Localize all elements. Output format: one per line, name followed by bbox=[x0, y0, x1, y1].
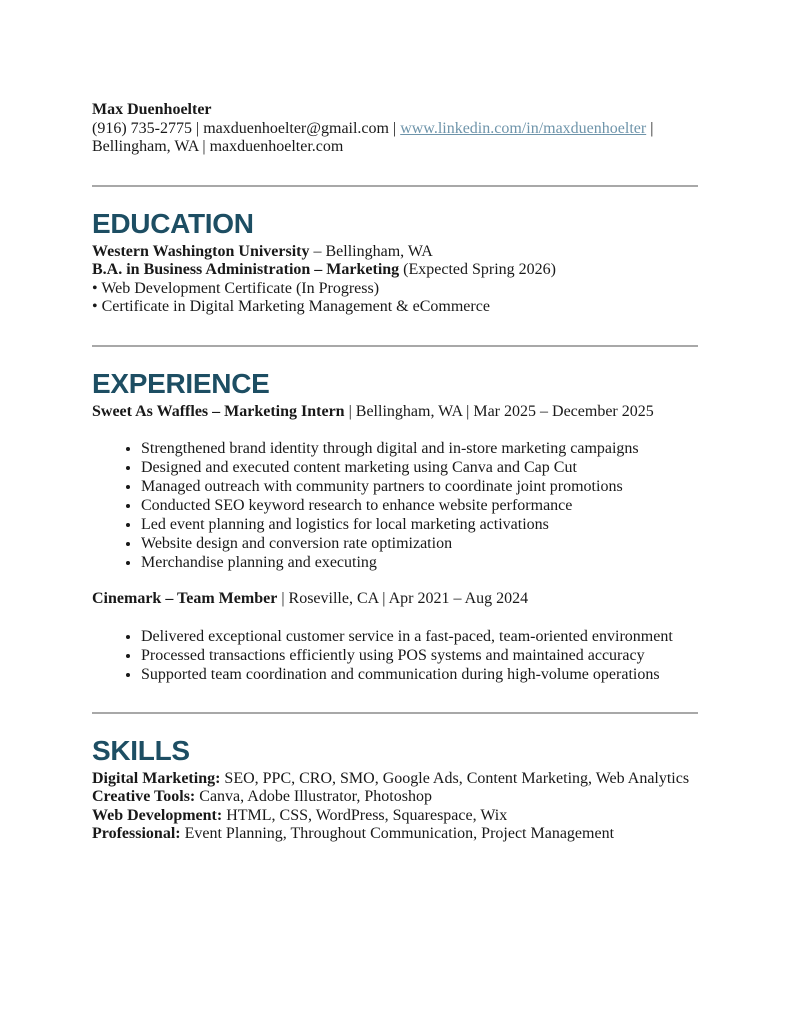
contact-line1-suffix: | bbox=[646, 119, 654, 137]
education-heading: EDUCATION bbox=[92, 207, 254, 239]
skills-category-label: Web Development: bbox=[92, 806, 223, 824]
job-bullet: • Conducted SEO keyword research to enhance website performance bbox=[141, 496, 698, 515]
linkedin-link[interactable]: www.linkedin.com/in/maxduenhoelter bbox=[400, 119, 647, 137]
education-bullet-list bbox=[92, 280, 698, 317]
skills-category-values: HTML, CSS, WordPress, Squarespace, Wix bbox=[222, 806, 508, 824]
skills-category-values: SEO, PPC, CRO, SMO, Google Ads, Content Marketing, Web Analytics bbox=[220, 769, 690, 787]
job-bullet: • Designed and executed content marketing using Canva and Cap Cut bbox=[141, 458, 698, 477]
skills-row bbox=[92, 788, 698, 807]
job-bullet: • Led event planning and logistics for local marketing activations bbox=[141, 515, 698, 534]
education-bullet: • Web Development Certificate (In Progress) bbox=[92, 280, 698, 299]
skills-category-label: Digital Marketing: bbox=[92, 769, 221, 787]
skills-row bbox=[92, 770, 698, 789]
job-bullet: • Delivered exceptional customer service in a fast-paced, team-oriented environment bbox=[141, 627, 698, 646]
section-divider-2 bbox=[92, 345, 698, 347]
job-company-role: Sweet As Waffles – Marketing Intern bbox=[92, 402, 345, 420]
school-location: – Bellingham, WA bbox=[309, 242, 433, 260]
skills-heading: SKILLS bbox=[92, 734, 190, 766]
skills-category-label: Professional: bbox=[92, 825, 181, 842]
skills-list bbox=[92, 770, 698, 844]
job-bullet: • Strengthened brand identity through digital and in-store marketing campaigns bbox=[141, 439, 698, 458]
job-bullet-list bbox=[92, 439, 698, 572]
school-name: Western Washington University bbox=[92, 242, 310, 260]
job-bullet: • Supported team coordination and communication during high-volume operations bbox=[141, 665, 698, 684]
candidate-name: Max Duenhoelter bbox=[92, 101, 212, 118]
job-title-line bbox=[92, 590, 698, 609]
job-location-dates: | Bellingham, WA | Mar 2025 – December 2025 bbox=[344, 402, 654, 420]
skills-row bbox=[92, 807, 698, 826]
job-company-role: Cinemark – Team Member bbox=[92, 590, 278, 607]
education-degree-line bbox=[92, 261, 698, 280]
experience-section bbox=[92, 369, 698, 684]
degree-name: B.A. in Business Administration – Marketing bbox=[92, 261, 400, 278]
skills-row bbox=[92, 825, 698, 844]
job-title-line bbox=[92, 403, 698, 422]
job-bullet: • Managed outreach with community partners to coordinate joint promotions bbox=[141, 477, 698, 496]
skills-category-values: Canva, Adobe Illustrator, Photoshop bbox=[195, 788, 432, 805]
skills-category-values: Event Planning, Throughout Communication, Project Management bbox=[180, 825, 615, 842]
job-location-dates: | Roseville, CA | Apr 2021 – Aug 2024 bbox=[277, 590, 529, 607]
skills-section bbox=[92, 736, 698, 844]
section-divider-1 bbox=[92, 185, 698, 187]
education-school-line bbox=[92, 243, 698, 262]
contact-line-1 bbox=[92, 120, 698, 139]
experience-heading: EXPERIENCE bbox=[92, 367, 270, 399]
job-bullet: • Processed transactions efficiently using POS systems and maintained accuracy bbox=[141, 646, 698, 665]
job-bullet-list bbox=[92, 627, 698, 684]
education-bullet: • Certificate in Digital Marketing Management & eCommerce bbox=[92, 298, 698, 317]
job-bullet: • Website design and conversion rate optimization bbox=[141, 534, 698, 553]
job-bullet: • Merchandise planning and executing bbox=[141, 553, 698, 572]
education-section bbox=[92, 209, 698, 317]
section-divider-3 bbox=[92, 712, 698, 714]
degree-note: (Expected Spring 2026) bbox=[399, 261, 557, 278]
contact-phone-email: (916) 735-2775 | maxduenhoelter@gmail.com | bbox=[92, 119, 401, 137]
resume-header bbox=[92, 0, 698, 157]
skills-category-label: Creative Tools: bbox=[92, 788, 196, 805]
contact-line-2: Bellingham, WA | maxduenhoelter.com bbox=[92, 138, 344, 155]
